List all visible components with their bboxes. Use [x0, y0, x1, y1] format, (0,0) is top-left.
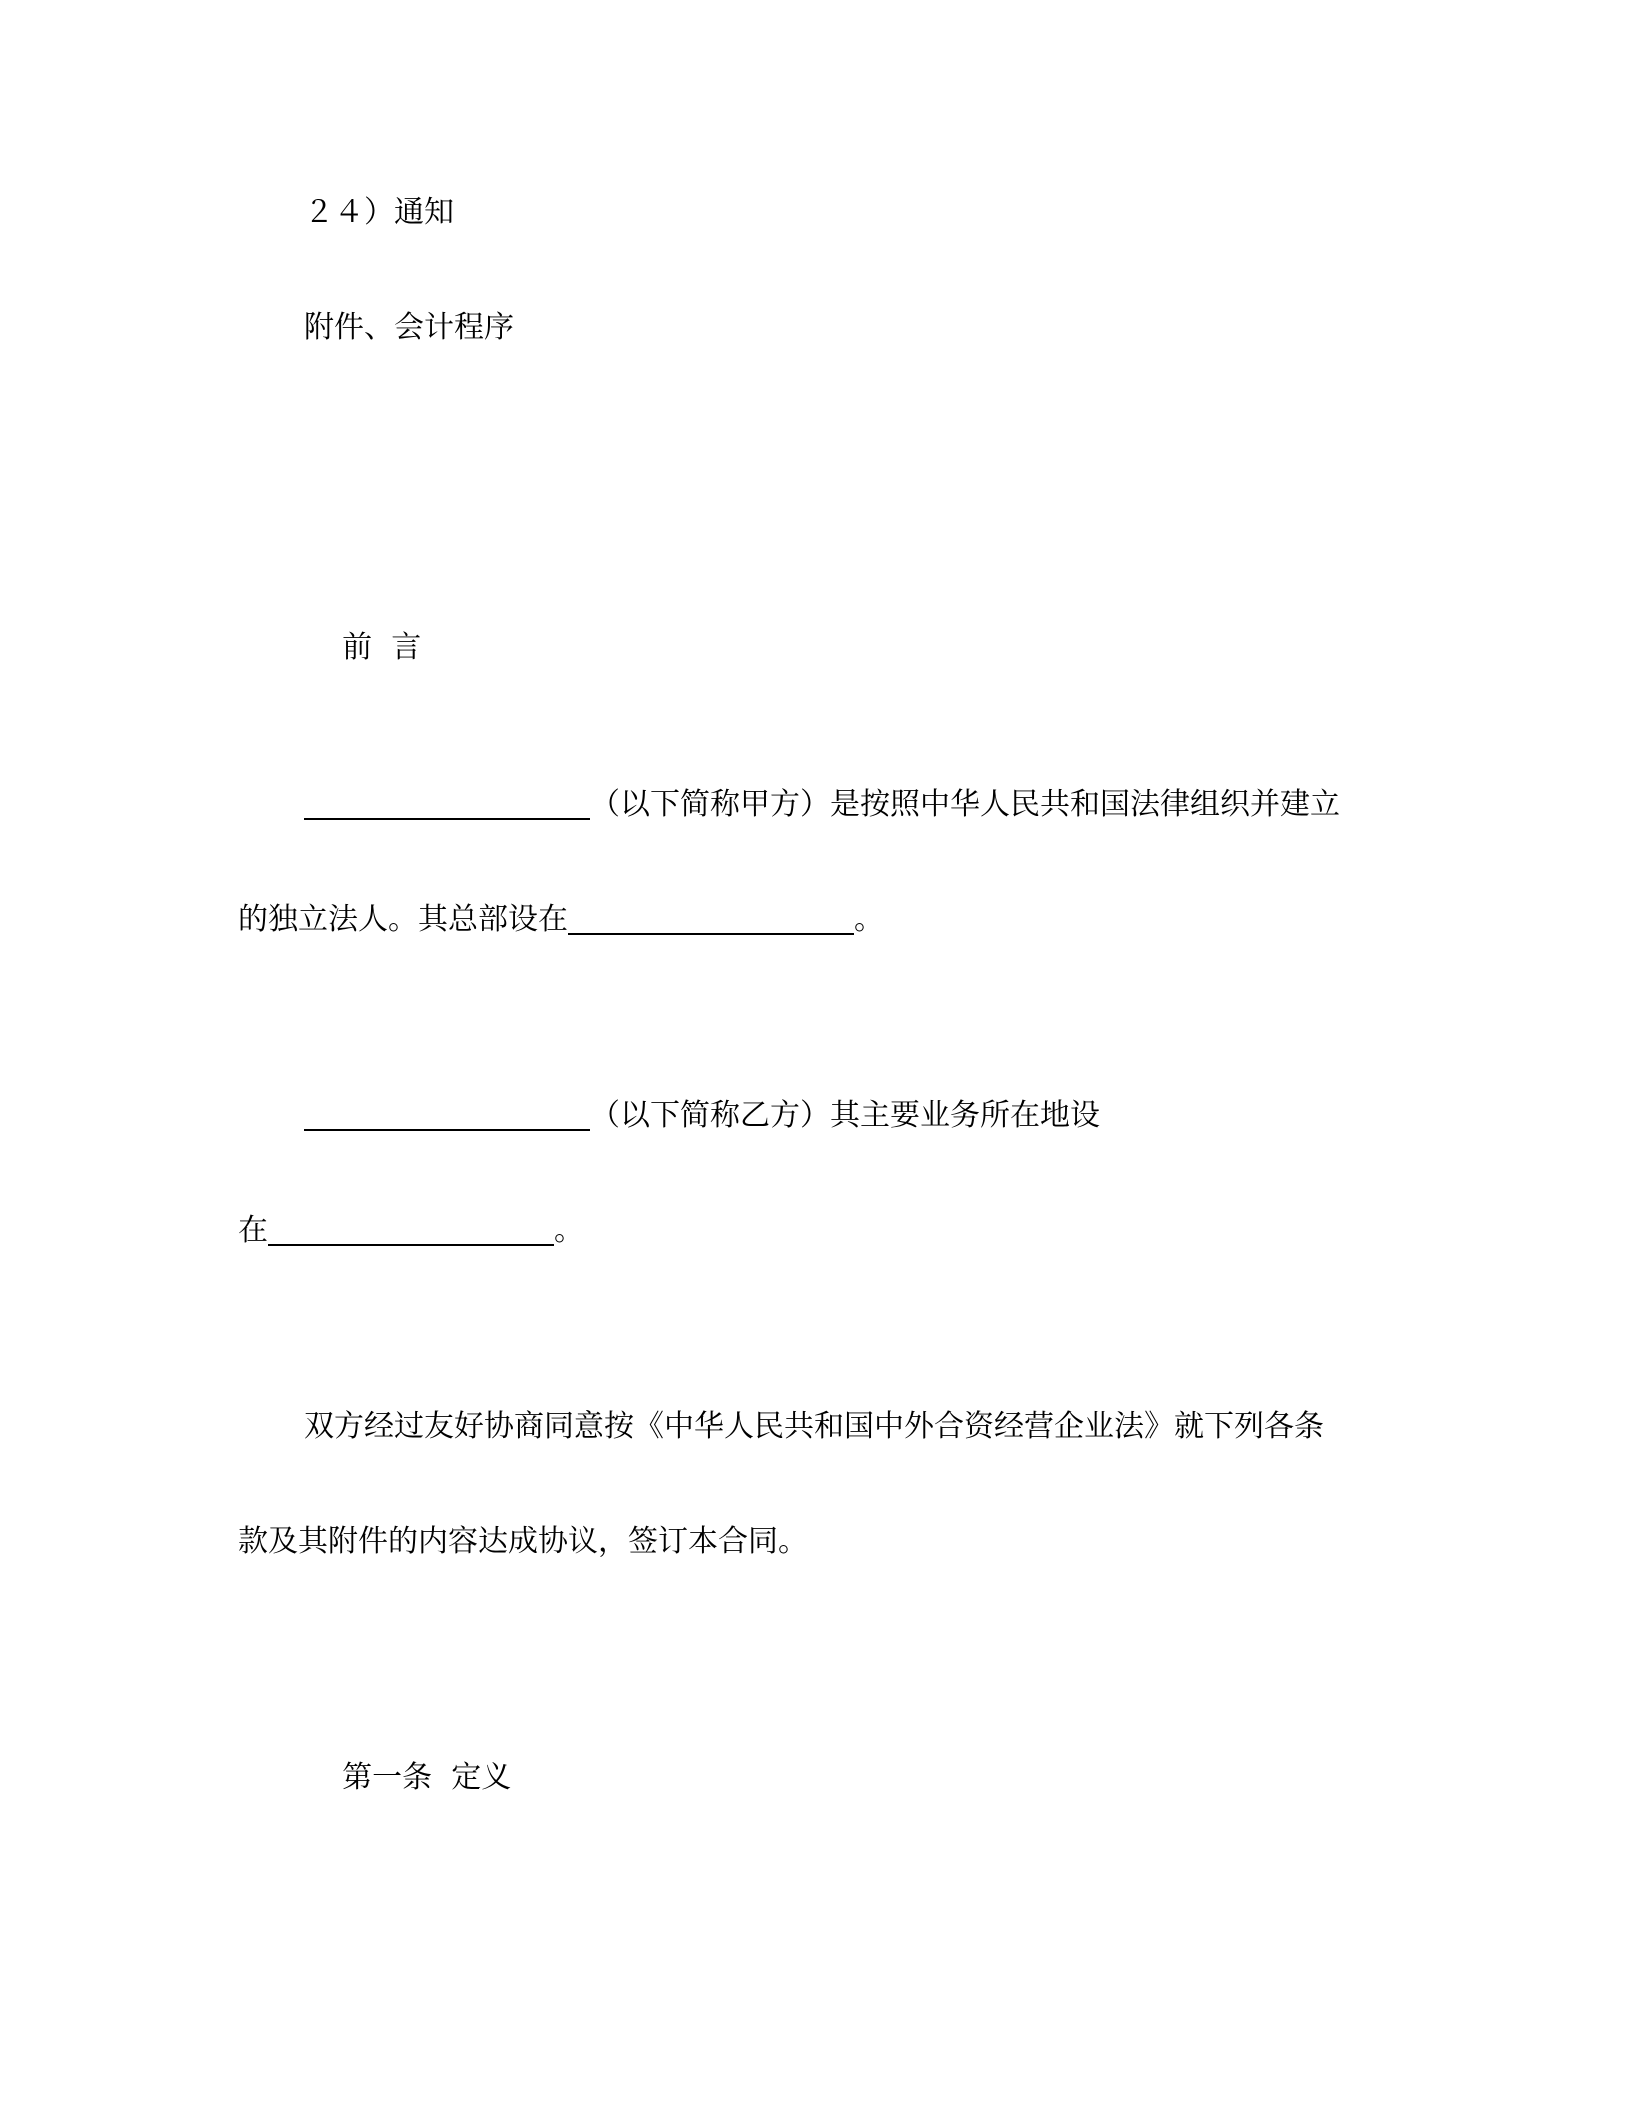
agreement-line-2: 款及其附件的内容达成协议，签订本合同。 — [238, 1524, 808, 1559]
agreement-line-1: 双方经过友好协商同意按《中华人民共和国中外合资经营企业法》就下列各条 — [304, 1409, 1324, 1444]
party-a-name-blank — [304, 788, 590, 820]
party-a-line-2: 的独立法人。其总部设在 。 — [238, 902, 884, 937]
party-b-line-1: （以下简称乙方）其主要业务所在地设 — [304, 1096, 1100, 1136]
party-a-line-1: （以下简称甲方）是按照中华人民共和国法律组织并建立 — [304, 785, 1340, 825]
toc-appendix: 附件、会计程序 — [304, 310, 514, 345]
article-1-heading: 第一条 定义 — [342, 1760, 512, 1795]
preface-heading: 前 言 — [342, 630, 422, 665]
party-b-location-blank — [268, 1214, 554, 1246]
party-b-name-blank — [304, 1099, 590, 1131]
party-b-line-2: 在 。 — [238, 1213, 584, 1248]
party-a-headquarters-blank — [568, 903, 854, 935]
toc-item-24: ２４）通知 — [304, 195, 454, 230]
